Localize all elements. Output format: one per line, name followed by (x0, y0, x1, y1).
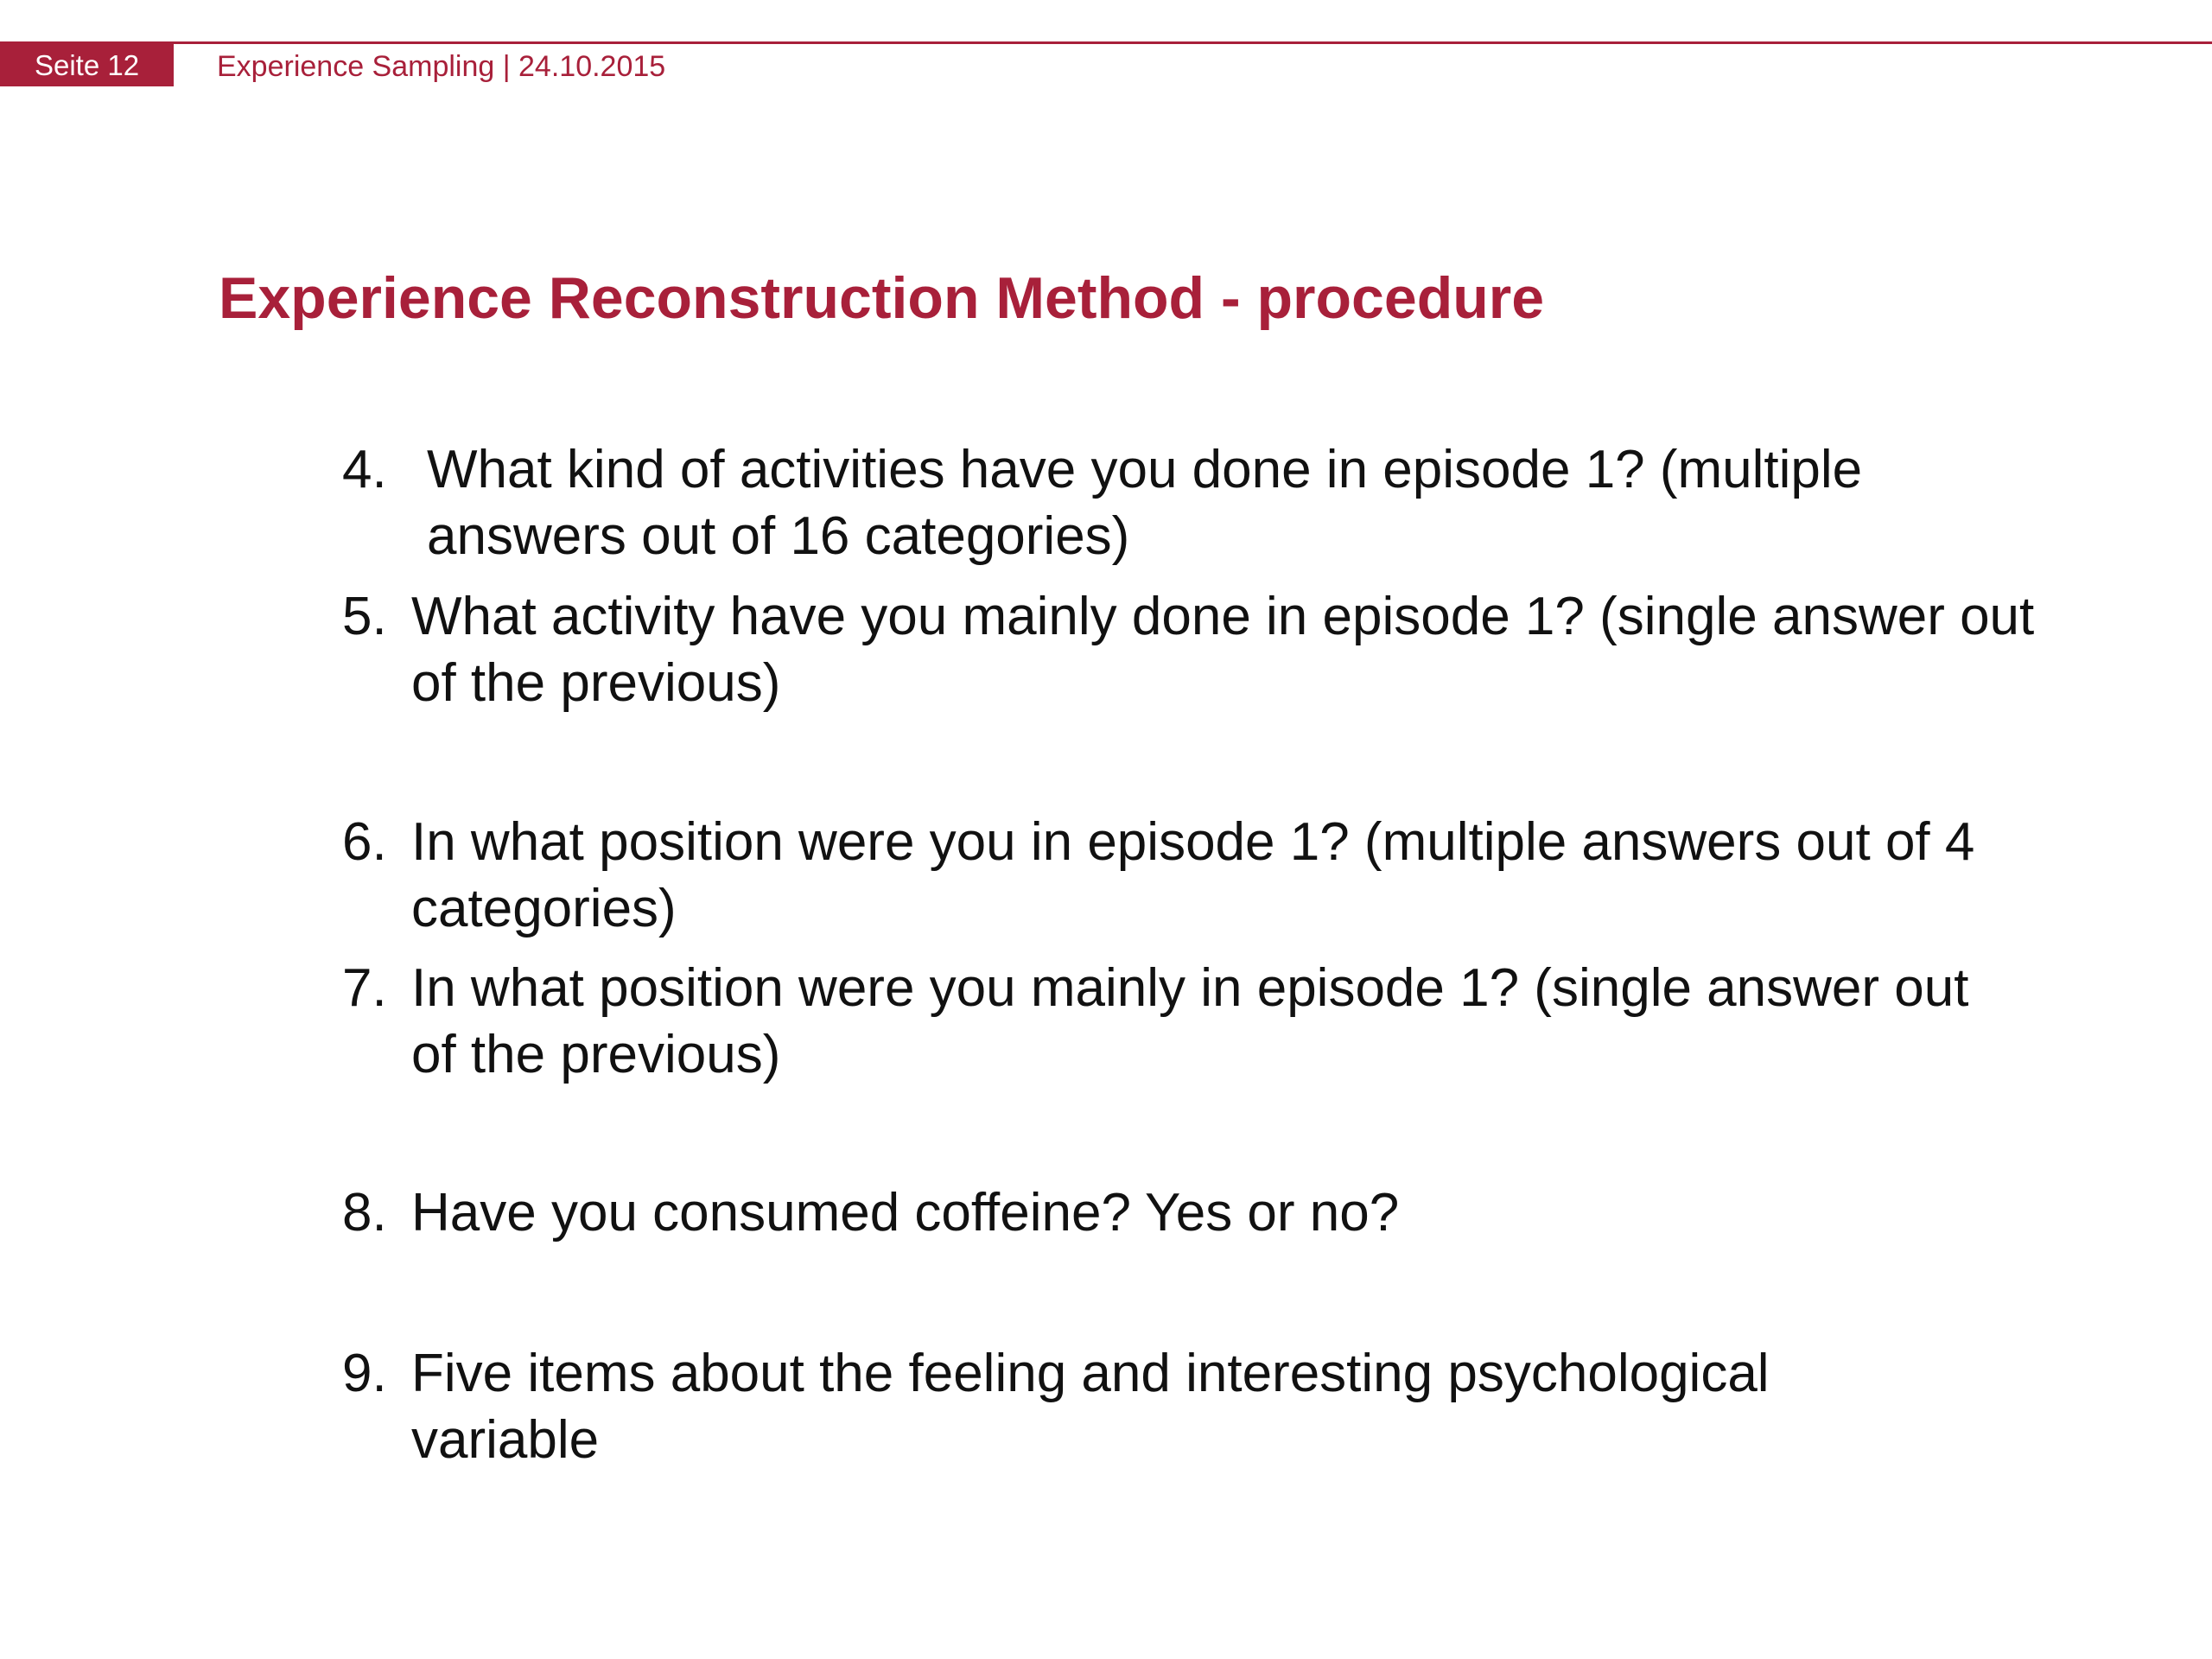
list-item-6 (342, 809, 2053, 942)
list-item-text: In what position were you mainly in episode 1? (single answer out of the previous) (411, 958, 1969, 1084)
page-number-badge: Seite 12 (0, 44, 174, 86)
list-item-text: In what position were you in episode 1? (multiple answers out of 4 categories) (411, 812, 1975, 938)
slide-title: Experience Reconstruction Method - procedure (219, 265, 1545, 331)
list-item-9 (342, 1340, 1915, 1473)
list-item-number: 7. (342, 958, 387, 1018)
list-item-number: 8. (342, 1183, 387, 1243)
list-item-8 (342, 1179, 2036, 1246)
list-item-text: What kind of activities have you done in episode 1? (multiple answers out of 16 categories) (427, 440, 1863, 566)
list-item-4 (342, 436, 1967, 569)
list-item-7 (342, 955, 2001, 1088)
list-item-text: Five items about the feeling and interesting psychological variable (411, 1344, 1770, 1470)
list-item-number: 4. (342, 440, 387, 499)
list-item-number: 5. (342, 587, 387, 646)
list-item-number: 6. (342, 812, 387, 872)
header-rule (0, 41, 2212, 44)
list-item-5 (342, 583, 2053, 716)
list-item-text: What activity have you mainly done in episode 1? (single answer out of the previous) (411, 587, 2035, 713)
list-item-text: Have you consumed coffeine? Yes or no? (411, 1183, 1400, 1243)
header-subtitle: Experience Sampling | 24.10.2015 (217, 50, 666, 83)
list-item-number: 9. (342, 1344, 387, 1403)
